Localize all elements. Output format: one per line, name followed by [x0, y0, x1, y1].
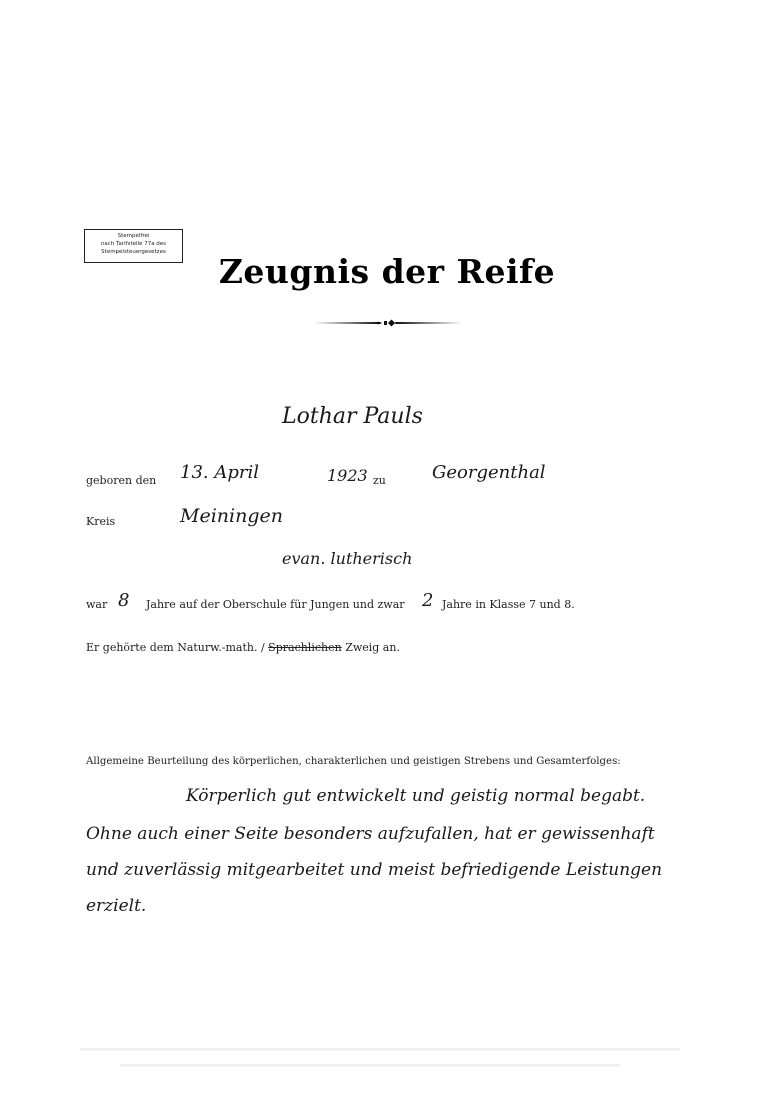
born-place: Georgenthal [432, 462, 546, 483]
born-year: 1923 [327, 466, 368, 485]
born-date: 13. April [180, 462, 259, 483]
branch-suffix: Zweig an. [345, 641, 400, 654]
stamp-line-3: Stempelsteuergesetzes [101, 249, 166, 255]
assessment-line-2: Ohne auch einer Seite besonders aufzufallen, hat er gewissenhaft [86, 824, 655, 844]
title-ornament-divider [312, 316, 464, 330]
confession: evan. lutherisch [282, 549, 413, 568]
born-label: geboren den [86, 474, 157, 487]
district-value: Meiningen [180, 505, 283, 527]
document-title: Zeugnis der Reife [218, 252, 556, 291]
student-name: Lothar Pauls [282, 404, 423, 429]
branch-prefix: Er gehörte dem Naturw.-math. / [86, 641, 265, 654]
branch-line [86, 641, 400, 654]
faint-show-through-marks [0, 1040, 774, 1080]
stamp-line-1: Stempelfrei [117, 233, 150, 239]
attendance-years-class: 2 [422, 590, 434, 611]
branch-struck-option: Sprachlichen [268, 641, 342, 654]
assessment-heading: Allgemeine Beurteilung des körperlichen, charakterlichen und geistigen Strebens und Gesamterfolges: [86, 756, 621, 767]
assessment-line-1: Körperlich gut entwickelt und geistig normal begabt. [186, 786, 646, 806]
born-in-label: zu [373, 474, 386, 487]
attendance-suffix: Jahre in Klasse 7 und 8. [442, 598, 575, 611]
attendance-prefix: war [86, 598, 108, 611]
district-label: Kreis [86, 515, 116, 528]
attendance-text: Jahre auf der Oberschule für Jungen und zwar [146, 598, 405, 611]
stamp-line-2: nach Tarifstelle 77a des [100, 241, 167, 247]
assessment-line-3: und zuverlässig mitgearbeitet und meist befriedigende Leistungen [86, 860, 663, 880]
assessment-line-4: erzielt. [86, 896, 147, 916]
attendance-years-total: 8 [118, 590, 130, 611]
